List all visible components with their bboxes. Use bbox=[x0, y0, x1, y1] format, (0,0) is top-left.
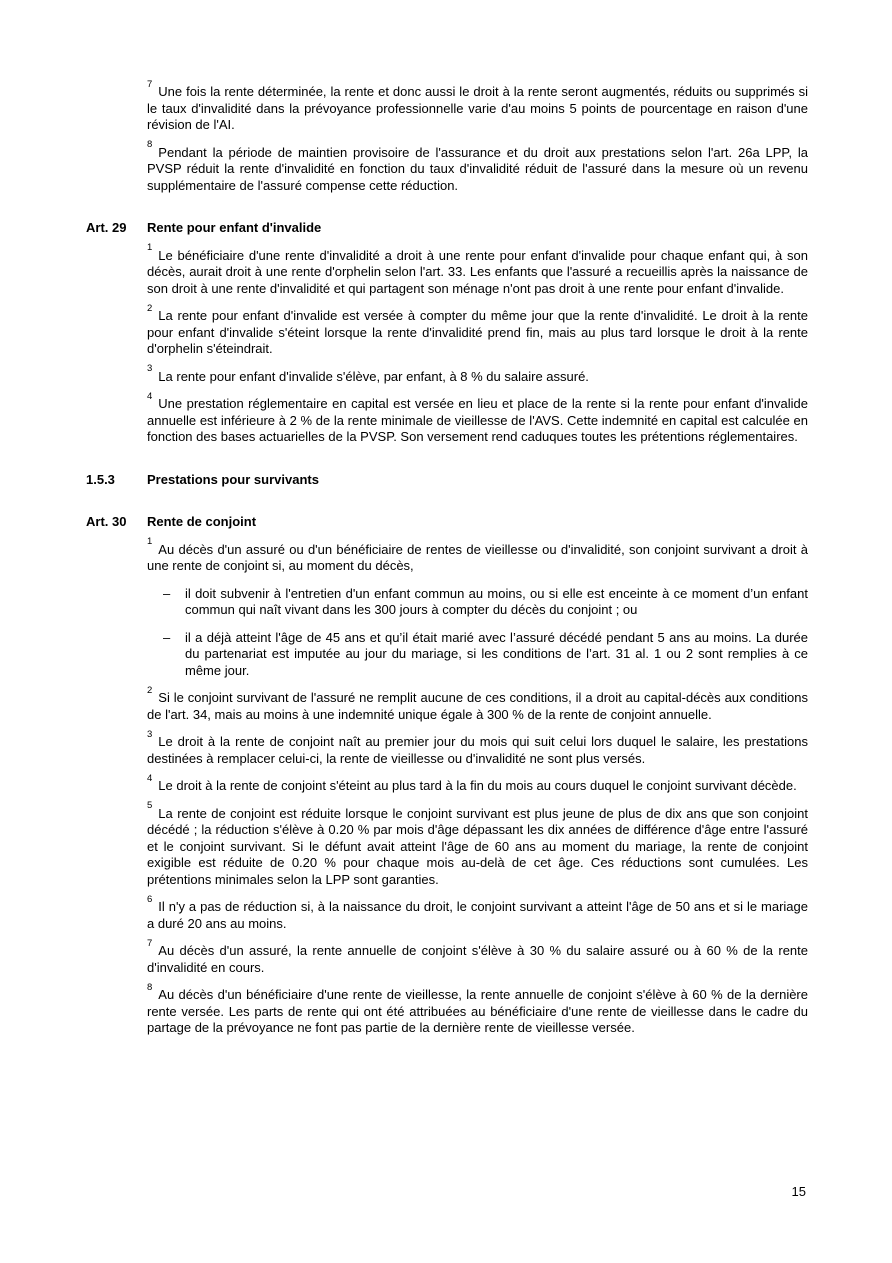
paragraph-text: Une prestation réglementaire en capital est versée en lieu et place de la rente si la rente pour enfant d'invalide annuelle est inférieure à 2 % de la rente minimale de vieillesse de l'AVS. Cette indemnité en capital est calculée en fonction des bases actuarielles de la PVSP. Son versement rend caduques toutes les prétentions réglementaires. bbox=[147, 396, 808, 444]
paragraph-text: Au décès d'un assuré ou d'un bénéficiaire de rentes de vieillesse ou d'invalidité, son conjoint survivant a droit à une rente de conjoint si, au moment du décès, bbox=[147, 541, 808, 573]
paragraph-text: La rente pour enfant d'invalide s'élève, par enfant, à 8 % du salaire assuré. bbox=[158, 368, 589, 384]
paragraph-text: Pendant la période de maintien provisoire de l'assurance et du droit aux prestations selon l'art. 26a LPP, la PVSP réduit la rente d'invalidité en fonction du taux d'invalidité réduit de l'assuré dans la mesure où un revenu supplémentaire de l'assuré compense cette réduction. bbox=[147, 144, 808, 193]
article-title: Rente pour enfant d'invalide bbox=[147, 220, 322, 235]
bullet-text: il a déjà atteint l'âge de 45 ans et qu’il était marié avec l’assuré décédé pendant 5 ans au moins. La durée du partenariat est imputée au jour du mariage, si les conditions de l’art. 31 al. 1 ou 2 sont remplies à ce même jour. bbox=[185, 629, 808, 678]
paragraph bbox=[147, 728, 808, 767]
paragraph bbox=[147, 893, 808, 932]
bullet-item bbox=[163, 630, 808, 680]
paragraph-text: Il n'y a pas de réduction si, à la naissance du droit, le conjoint survivant a atteint l'âge de 50 ans et si le mariage a duré 20 ans au moins. bbox=[147, 899, 808, 931]
paragraph-number: 7 bbox=[147, 937, 153, 949]
paragraph-text: La rente de conjoint est réduite lorsque le conjoint survivant est plus jeune de plus de dix ans que son conjoint décédé ; la réduction s'élève à 0.20 % par mois d'âge dépassant les dix années de différence d'âge entre l'assuré et le conjoint survivant. Si le défunt avait atteint l'âge de 60 ans au moment du mariage, la rente de conjoint exigible est réduite de 0.20 % pour chaque mois au-delà de cet âge. Ces réductions sont cumulées. Les prétentions minimales selon la LPP sont garanties. bbox=[147, 805, 808, 887]
bullet-dash-marker: – bbox=[163, 629, 171, 645]
section-number: 1.5.3 bbox=[86, 471, 115, 487]
paragraph-number: 2 bbox=[147, 684, 153, 696]
paragraph bbox=[147, 800, 808, 889]
page-number: 15 bbox=[791, 1184, 806, 1199]
article-heading bbox=[86, 220, 808, 237]
bullet-item bbox=[163, 586, 808, 619]
article-heading bbox=[86, 514, 808, 531]
paragraph-number: 4 bbox=[147, 390, 153, 402]
paragraph-number: 5 bbox=[147, 800, 153, 812]
paragraph bbox=[147, 981, 808, 1037]
paragraph-number: 1 bbox=[147, 242, 153, 254]
paragraph-number: 7 bbox=[147, 78, 153, 90]
paragraph bbox=[147, 937, 808, 976]
bullet-dash-marker: – bbox=[163, 585, 171, 601]
paragraph-text: Le bénéficiaire d'une rente d'invalidité a droit à une rente pour enfant d'invalide pour chaque enfant qui, à son décès, aurait droit à une rente d'orphelin selon l'art. 33. Les enfants que l'assuré a recueillis après la naissance de son droit à une rente d'invalidité et qui partagent son ménage n'ont pas droit à une rente pour enfant d'invalide. bbox=[147, 247, 808, 296]
document-content bbox=[86, 78, 808, 1048]
paragraph bbox=[147, 302, 808, 358]
paragraph bbox=[147, 772, 808, 795]
paragraph-number: 4 bbox=[147, 772, 153, 784]
paragraph bbox=[147, 242, 808, 298]
paragraph-number: 6 bbox=[147, 893, 153, 905]
paragraph-number: 3 bbox=[147, 363, 153, 375]
bullet-text: il doit subvenir à l'entretien d'un enfant commun au moins, ou si elle est enceinte à ce moment d’un enfant commun qui naît vivant dans les 300 jours à compter du décès du conjoint ; ou bbox=[185, 585, 808, 617]
article-label: Art. 30 bbox=[86, 514, 127, 529]
paragraph-number: 8 bbox=[147, 981, 153, 993]
paragraph-number: 2 bbox=[147, 302, 153, 314]
paragraph-text: Une fois la rente déterminée, la rente et donc aussi le droit à la rente seront augmentés, réduits ou supprimés si le taux d'invalidité dans la prévoyance professionnelle varie d'au moins 5 points de pourcentage en raison d'une révision de l'AI. bbox=[147, 84, 808, 132]
paragraph-text: Au décès d'un bénéficiaire d'une rente de vieillesse, la rente annuelle de conjoint s'élève à 60 % de la dernière rente versée. Les parts de rente qui ont été attribuées au bénéficiaire d'une rente de vieillesse dans le cadre du partage de la prévoyance ne font pas partie de la dernière rente de vieillesse versée. bbox=[147, 987, 808, 1035]
paragraph-text: Le droit à la rente de conjoint s'éteint au plus tard à la fin du mois au cours duquel le conjoint survivant décède. bbox=[158, 778, 797, 793]
paragraph-number: 3 bbox=[147, 728, 153, 740]
article-label: Art. 29 bbox=[86, 220, 127, 235]
paragraph bbox=[147, 78, 808, 134]
paragraph bbox=[147, 363, 808, 386]
article-title: Rente de conjoint bbox=[147, 514, 257, 529]
paragraph-text: Si le conjoint survivant de l'assuré ne remplit aucune de ces conditions, il a droit au capital-décès aux conditions de l'art. 34, mais au moins à une indemnité unique égale à 300 % de la rente de conjoint annuelle. bbox=[147, 690, 808, 722]
section-heading bbox=[86, 472, 808, 489]
paragraph bbox=[147, 139, 808, 195]
paragraph bbox=[147, 390, 808, 446]
paragraph bbox=[147, 536, 808, 575]
paragraph-text: Le droit à la rente de conjoint naît au premier jour du mois qui suit celui lors duquel le salaire, les prestations destinées à remplacer celui-ci, la rente de vieillesse ou d'invalidité ne sont plus versés. bbox=[147, 734, 808, 766]
paragraph bbox=[147, 684, 808, 723]
section-title: Prestations pour survivants bbox=[147, 471, 319, 487]
paragraph-number: 8 bbox=[147, 139, 153, 151]
paragraph-text: Au décès d'un assuré, la rente annuelle de conjoint s'élève à 30 % du salaire assuré ou à 60 % de la rente d'invalidité en cours. bbox=[147, 943, 808, 975]
paragraph-number: 1 bbox=[147, 536, 153, 548]
paragraph-text: La rente pour enfant d'invalide est versée à compter du même jour que la rente d'invalidité. Le droit à la rente pour enfant d'invalide s'éteint lorsque la rente d'invalidité prend fin, mais au plus tard lorsque le droit à la rente d'orphelin s'éteindrait. bbox=[147, 308, 808, 356]
